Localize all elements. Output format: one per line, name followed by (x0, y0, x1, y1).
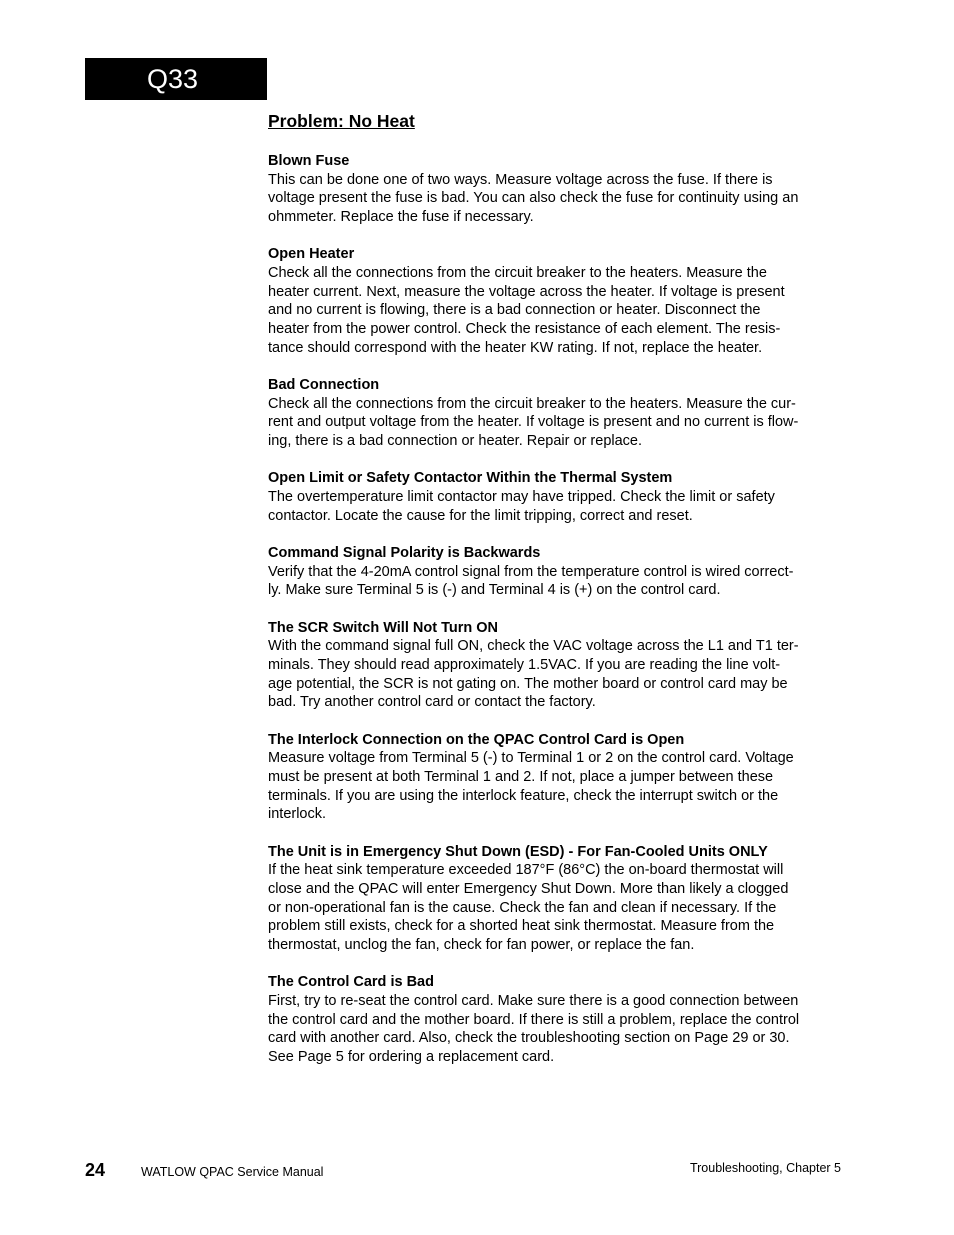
section-body: Measure voltage from Terminal 5 (-) to Terminal 1 or 2 on the control card. Voltage must be present at both Terminal 1 and 2. If not, place a jumper between these terminals. If you are using the interlock feature, check the interrupt switch or the interlock. (268, 750, 794, 823)
section-title: Open Heater (268, 246, 355, 263)
section-blown-fuse (268, 152, 843, 227)
section-body: This can be done one of two ways. Measure voltage across the fuse. If there is voltage present the fuse is bad. You can also check the fuse for continuity using an ohmmeter. Replace the fuse if necessary. (268, 171, 799, 226)
manual-title: WATLOW QPAC Service Manual (141, 1165, 324, 1179)
section-open-limit (268, 469, 843, 525)
page-title: Problem: No Heat (268, 111, 415, 131)
section-body: With the command signal full ON, check the VAC voltage across the L1 and T1 ter- minals. They should read approximately 1.5VAC. If you are reading the line volt- age potential, the SCR is not gating on. The mother board or control card may be bad. Try another control card or contact the factory. (268, 638, 799, 711)
section-emergency-shutdown (268, 843, 843, 955)
section-body: Check all the connections from the circuit breaker to the heaters. Measure the cur- rent and output voltage from the heater. If voltage is present and no current is flow- ing, there is a bad connection or heater. Repair or replace. (268, 395, 799, 450)
section-title: The Control Card is Bad (268, 974, 434, 991)
section-body: The overtemperature limit contactor may have tripped. Check the limit or safety contactor. Locate the cause for the limit tripping, correct and reset. (268, 489, 775, 524)
section-body: Check all the connections from the circuit breaker to the heaters. Measure the heater current. Next, measure the voltage across the heater. If voltage is present and no current is flowing, there is a bad connection or heater. Disconnect the heater from the power control. Check the resistance of each element. The resis- tance should correspond with the heater KW rating. If not, replace the heater. (268, 265, 785, 356)
section-title: The Interlock Connection on the QPAC Control Card is Open (268, 731, 685, 748)
page-number: 24 (85, 1160, 106, 1180)
section-title: The SCR Switch Will Not Turn ON (268, 619, 498, 636)
section-body: If the heat sink temperature exceeded 187°F (86°C) the on-board thermostat will close and the QPAC will enter Emergency Shut Down. More than likely a clogged or non-operational fan is the cause. Check the fan and clean if necessary. If the problem still exists, check for a shorted heat sink thermostat. Measure from the thermostat, unclog the fan, check for fan power, or replace the fan. (268, 862, 789, 954)
section-command-polarity (268, 544, 843, 600)
section-body: Verify that the 4-20mA control signal from the temperature control is wired correct- ly. Make sure Terminal 5 is (-) and Terminal 4 is (+) on the control card. (268, 563, 794, 599)
main-content (268, 110, 843, 1085)
chapter-label: Troubleshooting, Chapter 5 (689, 1161, 841, 1175)
section-title: Blown Fuse (268, 153, 350, 169)
section-control-card (268, 973, 843, 1067)
section-body: First, try to re-seat the control card. Make sure there is a good connection between the control card and the mother board. If there is still a problem, replace the control card with another card. Also, check the troubleshooting section on Page 29 or 30. See Page 5 for ordering a replacement card. (268, 993, 800, 1066)
section-interlock (268, 731, 843, 825)
section-scr-switch (268, 619, 843, 713)
section-title: Command Signal Polarity is Backwards (268, 544, 541, 561)
section-bad-connection (268, 376, 843, 451)
section-title: Bad Connection (268, 377, 380, 394)
section-title: The Unit is in Emergency Shut Down (ESD) - For Fan-Cooled Units ONLY (268, 843, 768, 860)
section-tab (85, 58, 267, 100)
section-open-heater (268, 245, 843, 357)
section-tab-label: Q33 (147, 64, 199, 94)
section-title: Open Limit or Safety Contactor Within the Thermal System (268, 470, 673, 487)
